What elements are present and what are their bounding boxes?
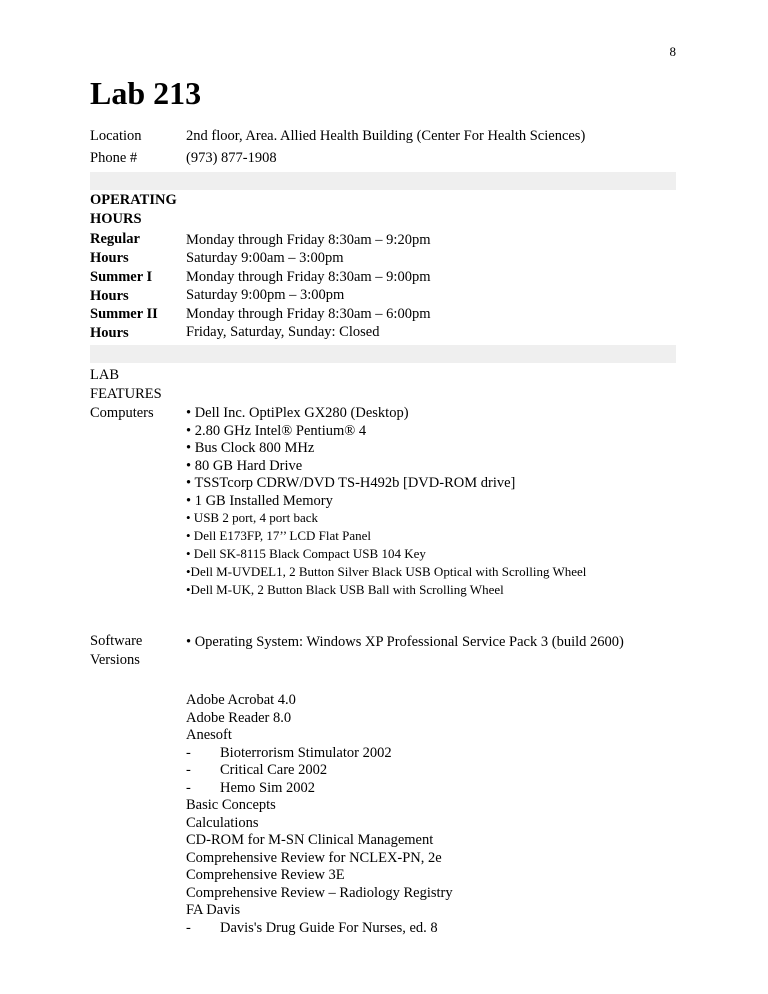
item-text: Comprehensive Review for NCLEX-PN, 2e [186, 849, 442, 866]
summer-1-hours-value [186, 269, 666, 304]
heading-line: HOURS [90, 211, 142, 227]
list-item: • 1 GB Installed Memory [186, 492, 333, 509]
list-item: • Dell Inc. OptiPlex GX280 (Desktop) [186, 405, 409, 421]
software-subitem [186, 745, 666, 763]
computers-list [186, 405, 666, 510]
location-value: 2nd floor, Area. Allied Health Building (Center For Health Sciences) [186, 128, 586, 144]
operating-hours-heading [90, 191, 182, 229]
list-item: • Bus Clock 800 MHz [186, 440, 315, 456]
software-list [186, 692, 666, 937]
label-line: Software [90, 633, 143, 649]
list-item: • Dell E173FP, 17’’ LCD Flat Panel [186, 528, 371, 543]
phone-label: Phone # [90, 150, 138, 166]
regular-hours-value [186, 232, 666, 267]
item-text: Comprehensive Review 3E [186, 867, 345, 883]
label-line: Versions [90, 652, 140, 668]
hours-line: Friday, Saturday, Sunday: Closed [186, 323, 380, 340]
software-item [186, 692, 666, 710]
label-line: Hours [90, 325, 129, 341]
item-text: Basic Concepts [186, 797, 276, 813]
list-item: • 2.80 GHz Intel® Pentium® 4 [186, 422, 367, 439]
location-label: Location [90, 128, 142, 144]
software-subitem [186, 762, 666, 780]
heading-line: OPERATING [90, 192, 177, 208]
software-item [186, 867, 666, 885]
item-text: Comprehensive Review – Radiology Registry [186, 884, 453, 901]
software-item [186, 710, 666, 728]
software-subitem [186, 920, 666, 938]
section-divider [90, 172, 676, 190]
computers-list-small [186, 509, 666, 599]
dash-marker: - [186, 762, 191, 778]
item-text: CD-ROM for M-SN Clinical Management [186, 832, 434, 848]
software-item [186, 727, 666, 745]
dash-marker: - [186, 744, 191, 761]
label-line: Hours [90, 250, 129, 266]
software-item [186, 885, 666, 903]
hours-line: Monday through Friday 8:30am – 9:20pm [186, 232, 431, 248]
item-text: Calculations [186, 814, 259, 831]
hours-line: Saturday 9:00am – 3:00pm [186, 249, 344, 266]
list-item: • TSSTcorp CDRW/DVD TS-H492b [DVD-ROM drive] [186, 475, 516, 491]
label-line: Summer I [90, 269, 153, 285]
summer-2-hours-value [186, 306, 666, 341]
software-item [186, 850, 666, 868]
item-text: Critical Care 2002 [220, 762, 328, 778]
list-item: • USB 2 port, 4 port back [186, 510, 319, 525]
software-item [186, 797, 666, 815]
label-line: Regular [90, 231, 140, 247]
label-line: Summer II [90, 306, 158, 322]
list-item: • 80 GB Hard Drive [186, 457, 303, 474]
item-text: Bioterrorism Stimulator 2002 [220, 744, 392, 761]
heading-line: LAB [90, 367, 119, 383]
item-text: Adobe Reader 8.0 [186, 709, 292, 726]
os-line: • Operating System: Windows XP Professional Service Pack 3 (build 2600) [186, 634, 624, 650]
list-item: •Dell M-UVDEL1, 2 Button Silver Black USB Optical with Scrolling Wheel [186, 564, 587, 579]
phone-value: (973) 877-1908 [186, 150, 277, 166]
section-divider [90, 345, 676, 363]
hours-line: Monday through Friday 8:30am – 9:00pm [186, 269, 431, 285]
hours-line: Saturday 9:00pm – 3:00pm [186, 286, 345, 303]
software-versions-label [90, 632, 182, 670]
list-item: • Dell SK-8115 Black Compact USB 104 Key [186, 546, 426, 561]
item-text: Hemo Sim 2002 [220, 779, 316, 796]
page-title: Lab 213 [90, 75, 202, 111]
software-item [186, 902, 666, 920]
summer-2-hours-label [90, 305, 182, 343]
page-number: 8 [669, 44, 676, 59]
lab-features-heading [90, 366, 182, 404]
regular-hours-label [90, 230, 182, 268]
dash-marker: - [186, 919, 191, 936]
item-text: FA Davis [186, 902, 241, 918]
hours-line: Monday through Friday 8:30am – 6:00pm [186, 306, 431, 322]
dash-marker: - [186, 779, 191, 796]
software-subitem [186, 780, 666, 798]
computers-label: Computers [90, 405, 154, 421]
summer-1-hours-label [90, 268, 182, 306]
list-item: •Dell M-UK, 2 Button Black USB Ball with Scrolling Wheel [186, 582, 504, 597]
label-line: Hours [90, 288, 129, 304]
heading-line: FEATURES [90, 386, 162, 402]
item-text: Davis's Drug Guide For Nurses, ed. 8 [220, 919, 438, 936]
software-item [186, 832, 666, 850]
item-text: Anesoft [186, 727, 232, 743]
item-text: Adobe Acrobat 4.0 [186, 692, 296, 708]
software-item [186, 815, 666, 833]
